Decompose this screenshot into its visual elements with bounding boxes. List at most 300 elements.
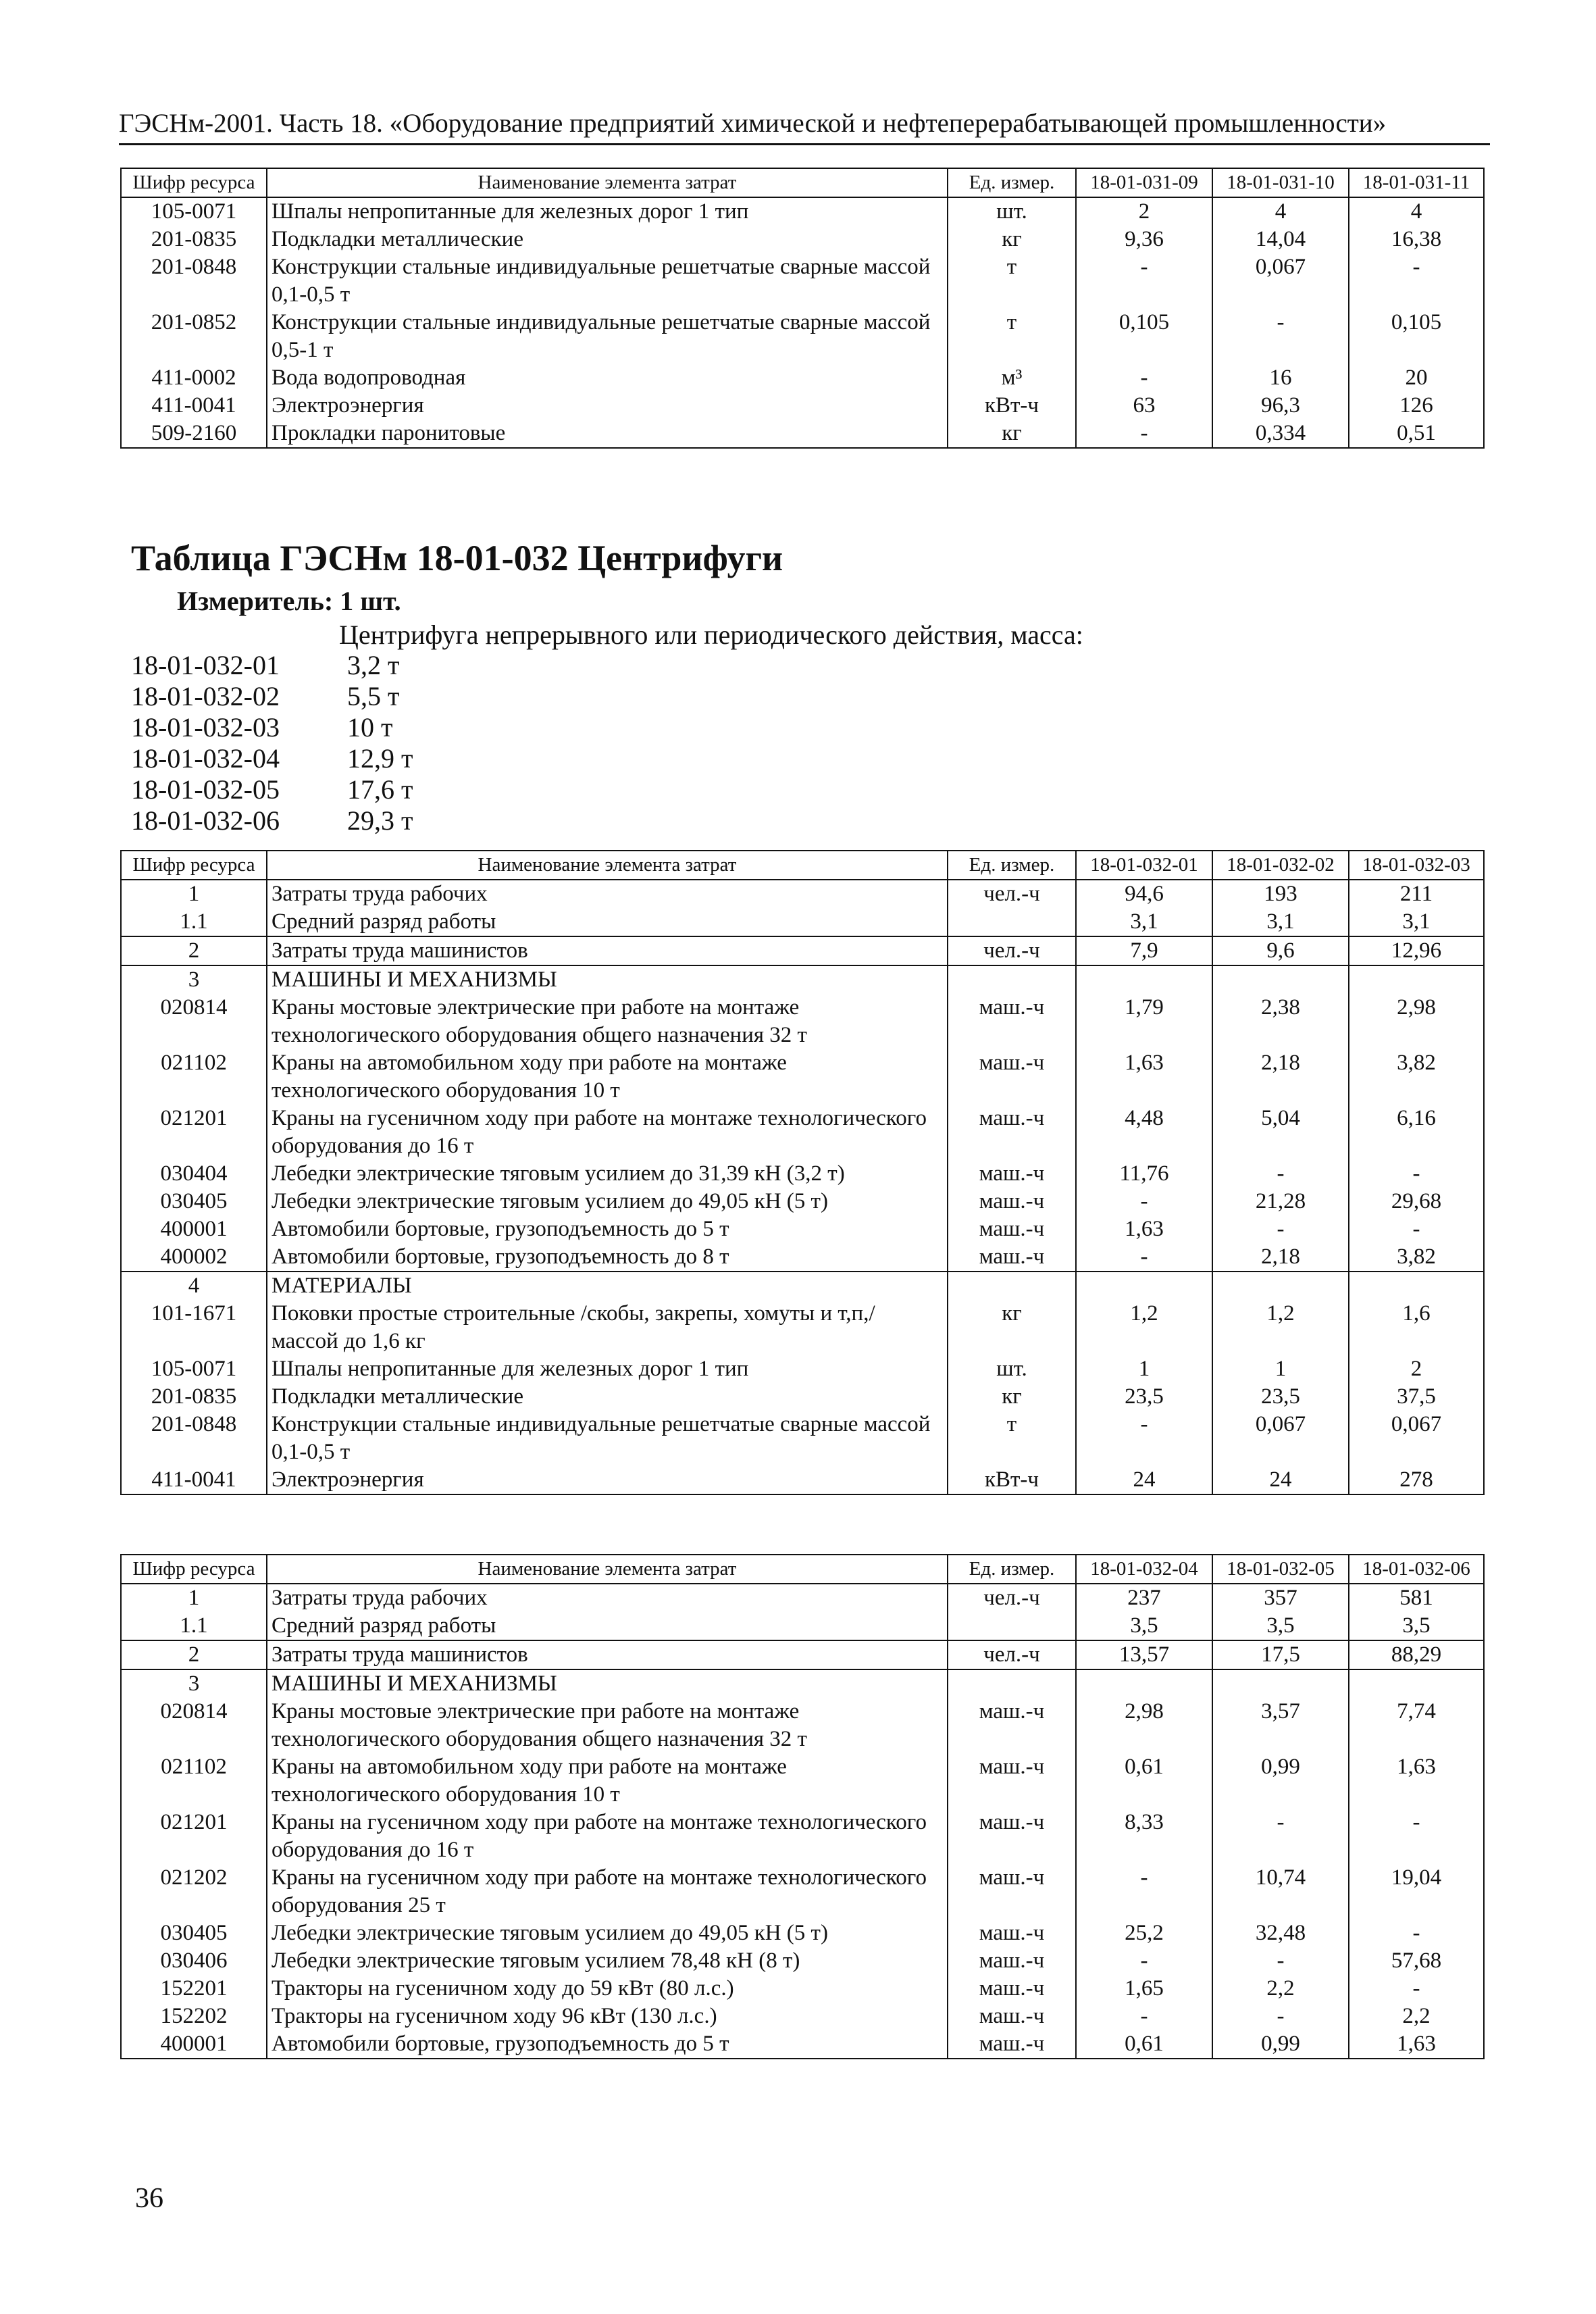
resource-value: 1 xyxy=(1212,1355,1349,1383)
resource-name: Подкладки металлические xyxy=(267,1383,948,1411)
resource-unit: маш.-ч xyxy=(948,1215,1076,1243)
table-row xyxy=(121,2003,1484,2030)
resource-code: 411-0041 xyxy=(121,392,267,420)
header-row xyxy=(121,851,1484,880)
table-row xyxy=(121,226,1484,253)
table-row xyxy=(121,1640,1484,1669)
resource-value xyxy=(1212,1669,1349,1698)
column-header-norm-code: 18-01-032-02 xyxy=(1212,851,1349,880)
variant-mass: 3,2 т xyxy=(347,650,400,680)
resource-code: 201-0835 xyxy=(121,226,267,253)
table-row xyxy=(121,1049,1484,1105)
resource-table-032-part2 xyxy=(120,1554,1485,2059)
resource-value: - xyxy=(1349,1160,1484,1188)
resource-unit: маш.-ч xyxy=(948,1947,1076,1975)
resource-code: 020814 xyxy=(121,1698,267,1753)
resource-value: 581 xyxy=(1349,1584,1484,1612)
resource-code: 030405 xyxy=(121,1188,267,1215)
resource-value: 193 xyxy=(1212,880,1349,908)
resource-name: Краны на гусеничном ходу при работе на монтаже технологического оборудования 25 т xyxy=(267,1864,948,1919)
table-row xyxy=(121,965,1484,994)
resource-unit: чел.-ч xyxy=(948,936,1076,965)
variant-code: 18-01-032-02 xyxy=(131,681,280,711)
resource-name: Краны на автомобильном ходу при работе на монтаже технологического оборудования 10 т xyxy=(267,1753,948,1809)
column-header-name: Наименование элемента затрат xyxy=(267,168,948,197)
resource-unit: м³ xyxy=(948,364,1076,392)
resource-value: 0,105 xyxy=(1349,309,1484,364)
resource-value: 3,82 xyxy=(1349,1243,1484,1272)
resource-name: Краны на гусеничном ходу при работе на монтаже технологического оборудования до 16 т xyxy=(267,1809,948,1864)
resource-value: 20 xyxy=(1349,364,1484,392)
resource-value: 4,48 xyxy=(1076,1105,1212,1160)
resource-value: 96,3 xyxy=(1212,392,1349,420)
resource-code: 021102 xyxy=(121,1049,267,1105)
resource-value: 0,067 xyxy=(1212,253,1349,309)
table-row xyxy=(121,1864,1484,1919)
resource-value: 1,2 xyxy=(1076,1300,1212,1355)
resource-name: Автомобили бортовые, грузоподъемность до 5 т xyxy=(267,1215,948,1243)
resource-code: 201-0848 xyxy=(121,1411,267,1466)
resource-code: 3 xyxy=(121,1669,267,1698)
resource-value: - xyxy=(1349,1215,1484,1243)
resource-value: 88,29 xyxy=(1349,1640,1484,1669)
resource-table-031 xyxy=(120,168,1485,449)
resource-value: 8,33 xyxy=(1076,1809,1212,1864)
resource-code: 030405 xyxy=(121,1919,267,1947)
resource-value xyxy=(1212,965,1349,994)
resource-value: 7,74 xyxy=(1349,1698,1484,1753)
resource-value: 3,57 xyxy=(1212,1698,1349,1753)
table-row xyxy=(121,1753,1484,1809)
resource-value: 57,68 xyxy=(1349,1947,1484,1975)
resource-unit: маш.-ч xyxy=(948,1049,1076,1105)
resource-value: 5,04 xyxy=(1212,1105,1349,1160)
resource-code: 4 xyxy=(121,1272,267,1300)
resource-name: МАШИНЫ И МЕХАНИЗМЫ xyxy=(267,1669,948,1698)
resource-name: Средний разряд работы xyxy=(267,908,948,936)
resource-unit: маш.-ч xyxy=(948,1188,1076,1215)
column-header-norm-code: 18-01-032-06 xyxy=(1349,1555,1484,1584)
resource-value: 2 xyxy=(1349,1355,1484,1383)
resource-value: 3,5 xyxy=(1349,1612,1484,1640)
page-header: ГЭСНм-2001. Часть 18. «Оборудование предприятий химической и нефтеперерабатывающей промышленности» xyxy=(119,109,1387,138)
variant-code: 18-01-032-04 xyxy=(131,743,280,774)
resource-name: Автомобили бортовые, грузоподъемность до 5 т xyxy=(267,2030,948,2059)
resource-value xyxy=(1076,1272,1212,1300)
table-row xyxy=(121,1383,1484,1411)
resource-value: 1,63 xyxy=(1076,1215,1212,1243)
resource-unit: маш.-ч xyxy=(948,1919,1076,1947)
resource-name: Тракторы на гусеничном ходу до 59 кВт (80 л.с.) xyxy=(267,1975,948,2003)
resource-value: 94,6 xyxy=(1076,880,1212,908)
resource-name: Электроэнергия xyxy=(267,1466,948,1494)
resource-unit: кг xyxy=(948,420,1076,448)
table-row xyxy=(121,1272,1484,1300)
resource-unit xyxy=(948,965,1076,994)
resource-unit: шт. xyxy=(948,197,1076,226)
resource-unit: шт. xyxy=(948,1355,1076,1383)
resource-code: 1.1 xyxy=(121,908,267,936)
column-header-unit: Ед. измер. xyxy=(948,168,1076,197)
variant-code: 18-01-032-05 xyxy=(131,774,280,805)
resource-name: Электроэнергия xyxy=(267,392,948,420)
resource-unit: маш.-ч xyxy=(948,994,1076,1049)
resource-unit: кВт-ч xyxy=(948,1466,1076,1494)
resource-unit: чел.-ч xyxy=(948,1640,1076,1669)
resource-value xyxy=(1349,1669,1484,1698)
table-row xyxy=(121,1669,1484,1698)
resource-unit: кг xyxy=(948,1383,1076,1411)
resource-unit: чел.-ч xyxy=(948,1584,1076,1612)
resource-code: 2 xyxy=(121,1640,267,1669)
resource-value: - xyxy=(1349,1975,1484,2003)
resource-unit: т xyxy=(948,1411,1076,1466)
column-header-norm-code: 18-01-032-04 xyxy=(1076,1555,1212,1584)
resource-value: 2,18 xyxy=(1212,1049,1349,1105)
resource-value: 0,99 xyxy=(1212,1753,1349,1809)
table-title: Таблица ГЭСНм 18-01-032 Центрифуги xyxy=(131,538,783,578)
resource-value: 2,2 xyxy=(1349,2003,1484,2030)
resource-code: 400001 xyxy=(121,1215,267,1243)
resource-unit xyxy=(948,1612,1076,1640)
resource-value: - xyxy=(1349,1809,1484,1864)
table-row xyxy=(121,1300,1484,1355)
resource-value: 3,1 xyxy=(1212,908,1349,936)
column-header-name: Наименование элемента затрат xyxy=(267,851,948,880)
table-row xyxy=(121,1698,1484,1753)
resource-value: 0,067 xyxy=(1349,1411,1484,1466)
resource-value: 2,98 xyxy=(1349,994,1484,1049)
resource-name: Поковки простые строительные /скобы, закрепы, хомуты и т,п,/ массой до 1,6 кг xyxy=(267,1300,948,1355)
resource-value: 1,6 xyxy=(1349,1300,1484,1355)
resource-value: 17,5 xyxy=(1212,1640,1349,1669)
resource-code: 201-0848 xyxy=(121,253,267,309)
resource-value: 1,79 xyxy=(1076,994,1212,1049)
column-header-norm-code: 18-01-031-09 xyxy=(1076,168,1212,197)
resource-name: Шпалы непропитанные для железных дорог 1 тип xyxy=(267,197,948,226)
resource-value: 1 xyxy=(1076,1355,1212,1383)
resource-value: - xyxy=(1076,364,1212,392)
resource-value: 3,1 xyxy=(1076,908,1212,936)
resource-value: 25,2 xyxy=(1076,1919,1212,1947)
table-row xyxy=(121,1466,1484,1494)
resource-name: Затраты труда рабочих xyxy=(267,1584,948,1612)
resource-value: 37,5 xyxy=(1349,1383,1484,1411)
resource-name: Краны мостовые электрические при работе на монтаже технологического оборудования общего назначения 32 т xyxy=(267,994,948,1049)
resource-code: 105-0071 xyxy=(121,1355,267,1383)
variant-mass: 29,3 т xyxy=(347,805,413,836)
resource-name: Конструкции стальные индивидуальные решетчатые сварные массой 0,5-1 т xyxy=(267,309,948,364)
resource-value: 1,63 xyxy=(1076,1049,1212,1105)
resource-value: 24 xyxy=(1212,1466,1349,1494)
column-header-code: Шифр ресурса xyxy=(121,851,267,880)
table-row xyxy=(121,197,1484,226)
resource-code: 021201 xyxy=(121,1809,267,1864)
resource-name: Затраты труда рабочих xyxy=(267,880,948,908)
resource-value xyxy=(1076,1669,1212,1698)
resource-value: 0,99 xyxy=(1212,2030,1349,2059)
resource-value: - xyxy=(1212,1160,1349,1188)
resource-value: 14,04 xyxy=(1212,226,1349,253)
resource-unit: маш.-ч xyxy=(948,1243,1076,1272)
resource-code: 152202 xyxy=(121,2003,267,2030)
column-header-norm-code: 18-01-032-03 xyxy=(1349,851,1484,880)
resource-value: 6,16 xyxy=(1349,1105,1484,1160)
resource-value: 2,98 xyxy=(1076,1698,1212,1753)
resource-value: - xyxy=(1212,2003,1349,2030)
variant-code: 18-01-032-06 xyxy=(131,805,280,836)
resource-code: 021201 xyxy=(121,1105,267,1160)
resource-value: 16,38 xyxy=(1349,226,1484,253)
resource-value: 19,04 xyxy=(1349,1864,1484,1919)
resource-value: 13,57 xyxy=(1076,1640,1212,1669)
resource-code: 030406 xyxy=(121,1947,267,1975)
resource-name: Затраты труда машинистов xyxy=(267,936,948,965)
resource-value: 1,63 xyxy=(1349,2030,1484,2059)
resource-unit: чел.-ч xyxy=(948,880,1076,908)
resource-value: 0,334 xyxy=(1212,420,1349,448)
resource-name: Затраты труда машинистов xyxy=(267,1640,948,1669)
resource-value: 1,2 xyxy=(1212,1300,1349,1355)
column-header-norm-code: 18-01-031-10 xyxy=(1212,168,1349,197)
table-row xyxy=(121,1975,1484,2003)
resource-value: - xyxy=(1076,1411,1212,1466)
resource-value: 9,6 xyxy=(1212,936,1349,965)
table-row xyxy=(121,1188,1484,1215)
resource-unit: кг xyxy=(948,226,1076,253)
resource-unit: кг xyxy=(948,1300,1076,1355)
resource-unit: маш.-ч xyxy=(948,1105,1076,1160)
table-row xyxy=(121,1355,1484,1383)
resource-unit xyxy=(948,908,1076,936)
resource-name: Лебедки электрические тяговым усилием до 49,05 кН (5 т) xyxy=(267,1919,948,1947)
resource-name: МАТЕРИАЛЫ xyxy=(267,1272,948,1300)
resource-code: 509-2160 xyxy=(121,420,267,448)
resource-value: - xyxy=(1212,1809,1349,1864)
resource-value: 126 xyxy=(1349,392,1484,420)
resource-unit: т xyxy=(948,253,1076,309)
resource-code: 1 xyxy=(121,880,267,908)
resource-value: - xyxy=(1076,1864,1212,1919)
resource-value: 10,74 xyxy=(1212,1864,1349,1919)
variant-mass: 12,9 т xyxy=(347,743,413,774)
table-row xyxy=(121,908,1484,936)
resource-value: 12,96 xyxy=(1349,936,1484,965)
resource-value: 2,18 xyxy=(1212,1243,1349,1272)
table-row xyxy=(121,936,1484,965)
resource-unit: маш.-ч xyxy=(948,2030,1076,2059)
resource-code: 3 xyxy=(121,965,267,994)
column-header-code: Шифр ресурса xyxy=(121,1555,267,1584)
resource-value: 21,28 xyxy=(1212,1188,1349,1215)
measure-line: Измеритель: 1 шт. xyxy=(177,586,401,616)
resource-value: - xyxy=(1076,1947,1212,1975)
resource-value: 0,61 xyxy=(1076,2030,1212,2059)
table-row xyxy=(121,364,1484,392)
resource-value: - xyxy=(1349,1919,1484,1947)
resource-value: 9,36 xyxy=(1076,226,1212,253)
table-row xyxy=(121,309,1484,364)
table-row xyxy=(121,1243,1484,1272)
resource-value: - xyxy=(1212,1215,1349,1243)
variant-mass: 17,6 т xyxy=(347,774,413,805)
table-row xyxy=(121,1105,1484,1160)
resource-code: 400002 xyxy=(121,1243,267,1272)
table-row xyxy=(121,1160,1484,1188)
resource-value: 1,63 xyxy=(1349,1753,1484,1809)
resource-value xyxy=(1076,965,1212,994)
resource-name: Лебедки электрические тяговым усилием 78,48 кН (8 т) xyxy=(267,1947,948,1975)
resource-value: 0,61 xyxy=(1076,1753,1212,1809)
resource-value: 0,51 xyxy=(1349,420,1484,448)
resource-value: 357 xyxy=(1212,1584,1349,1612)
resource-code: 152201 xyxy=(121,1975,267,2003)
resource-unit: маш.-ч xyxy=(948,2003,1076,2030)
resource-unit: маш.-ч xyxy=(948,1160,1076,1188)
resource-code: 201-0835 xyxy=(121,1383,267,1411)
table-row xyxy=(121,1584,1484,1612)
resource-name: Шпалы непропитанные для железных дорог 1 тип xyxy=(267,1355,948,1383)
resource-value xyxy=(1349,965,1484,994)
table-row xyxy=(121,392,1484,420)
resource-unit: маш.-ч xyxy=(948,1864,1076,1919)
resource-code: 020814 xyxy=(121,994,267,1049)
resource-value xyxy=(1349,1272,1484,1300)
resource-value: 23,5 xyxy=(1076,1383,1212,1411)
variant-code: 18-01-032-03 xyxy=(131,712,280,743)
variant-mass: 10 т xyxy=(347,712,393,743)
resource-value: 3,1 xyxy=(1349,908,1484,936)
table-row xyxy=(121,880,1484,908)
column-header-norm-code: 18-01-032-05 xyxy=(1212,1555,1349,1584)
resource-name: Тракторы на гусеничном ходу 96 кВт (130 л.с.) xyxy=(267,2003,948,2030)
resource-value: 1,65 xyxy=(1076,1975,1212,2003)
resource-value: 278 xyxy=(1349,1466,1484,1494)
resource-code: 1 xyxy=(121,1584,267,1612)
variant-code: 18-01-032-01 xyxy=(131,650,280,680)
resource-unit: маш.-ч xyxy=(948,1698,1076,1753)
table-row xyxy=(121,420,1484,448)
table-row xyxy=(121,2030,1484,2059)
resource-value: 24 xyxy=(1076,1466,1212,1494)
resource-code: 411-0041 xyxy=(121,1466,267,1494)
column-header-name: Наименование элемента затрат xyxy=(267,1555,948,1584)
resource-value xyxy=(1212,1272,1349,1300)
table-row xyxy=(121,1215,1484,1243)
resource-code: 2 xyxy=(121,936,267,965)
resource-name: Автомобили бортовые, грузоподъемность до 8 т xyxy=(267,1243,948,1272)
resource-name: Краны на автомобильном ходу при работе на монтаже технологического оборудования 10 т xyxy=(267,1049,948,1105)
resource-value: 3,5 xyxy=(1076,1612,1212,1640)
column-header-unit: Ед. измер. xyxy=(948,1555,1076,1584)
table-row xyxy=(121,1809,1484,1864)
resource-value: - xyxy=(1076,420,1212,448)
table-row xyxy=(121,1411,1484,1466)
resource-value: 0,067 xyxy=(1212,1411,1349,1466)
resource-name: Конструкции стальные индивидуальные решетчатые сварные массой 0,1-0,5 т xyxy=(267,1411,948,1466)
resource-value: 63 xyxy=(1076,392,1212,420)
table-row xyxy=(121,994,1484,1049)
resource-table-032-part1 xyxy=(120,850,1485,1495)
resource-code: 201-0852 xyxy=(121,309,267,364)
resource-unit: маш.-ч xyxy=(948,1975,1076,2003)
resource-value: - xyxy=(1076,1188,1212,1215)
resource-name: Конструкции стальные индивидуальные решетчатые сварные массой 0,1-0,5 т xyxy=(267,253,948,309)
resource-value: - xyxy=(1076,253,1212,309)
resource-name: Подкладки металлические xyxy=(267,226,948,253)
resource-value: 11,76 xyxy=(1076,1160,1212,1188)
resource-code: 105-0071 xyxy=(121,197,267,226)
resource-unit xyxy=(948,1669,1076,1698)
resource-name: Прокладки паронитовые xyxy=(267,420,948,448)
resource-value: 2,38 xyxy=(1212,994,1349,1049)
resource-code: 021102 xyxy=(121,1753,267,1809)
resource-name: Краны на гусеничном ходу при работе на монтаже технологического оборудования до 16 т xyxy=(267,1105,948,1160)
resource-value: 211 xyxy=(1349,880,1484,908)
resource-unit: кВт-ч xyxy=(948,392,1076,420)
resource-unit: маш.-ч xyxy=(948,1753,1076,1809)
resource-name: Лебедки электрические тяговым усилием до 31,39 кН (3,2 т) xyxy=(267,1160,948,1188)
header-rule xyxy=(119,143,1490,145)
resource-code: 101-1671 xyxy=(121,1300,267,1355)
resource-code: 030404 xyxy=(121,1160,267,1188)
column-header-code: Шифр ресурса xyxy=(121,168,267,197)
resource-code: 400001 xyxy=(121,2030,267,2059)
resource-value: - xyxy=(1212,309,1349,364)
resource-value: 3,82 xyxy=(1349,1049,1484,1105)
resource-value: - xyxy=(1349,253,1484,309)
resource-value: 16 xyxy=(1212,364,1349,392)
resource-name: Краны мостовые электрические при работе на монтаже технологического оборудования общего назначения 32 т xyxy=(267,1698,948,1753)
resource-name: Вода водопроводная xyxy=(267,364,948,392)
resource-value: 2 xyxy=(1076,197,1212,226)
column-header-unit: Ед. измер. xyxy=(948,851,1076,880)
description-line: Центрифуга непрерывного или периодического действия, масса: xyxy=(339,620,1083,650)
column-header-norm-code: 18-01-032-01 xyxy=(1076,851,1212,880)
table-row xyxy=(121,1947,1484,1975)
resource-value: 237 xyxy=(1076,1584,1212,1612)
variant-mass: 5,5 т xyxy=(347,681,400,711)
resource-value: 23,5 xyxy=(1212,1383,1349,1411)
resource-unit: т xyxy=(948,309,1076,364)
resource-name: Средний разряд работы xyxy=(267,1612,948,1640)
resource-value: 3,5 xyxy=(1212,1612,1349,1640)
resource-value: 7,9 xyxy=(1076,936,1212,965)
resource-unit: маш.-ч xyxy=(948,1809,1076,1864)
resource-value: - xyxy=(1076,2003,1212,2030)
resource-code: 411-0002 xyxy=(121,364,267,392)
resource-value: 32,48 xyxy=(1212,1919,1349,1947)
header-row xyxy=(121,1555,1484,1584)
resource-name: Лебедки электрические тяговым усилием до 49,05 кН (5 т) xyxy=(267,1188,948,1215)
resource-value: 0,105 xyxy=(1076,309,1212,364)
resource-value: 4 xyxy=(1212,197,1349,226)
table-row xyxy=(121,1919,1484,1947)
resource-value: - xyxy=(1212,1947,1349,1975)
resource-code: 1.1 xyxy=(121,1612,267,1640)
column-header-norm-code: 18-01-031-11 xyxy=(1349,168,1484,197)
resource-value: - xyxy=(1076,1243,1212,1272)
table-row xyxy=(121,1612,1484,1640)
resource-value: 29,68 xyxy=(1349,1188,1484,1215)
resource-value: 4 xyxy=(1349,197,1484,226)
resource-value: 2,2 xyxy=(1212,1975,1349,2003)
resource-unit xyxy=(948,1272,1076,1300)
header-row xyxy=(121,168,1484,197)
page-number: 36 xyxy=(135,2183,163,2214)
resource-name: МАШИНЫ И МЕХАНИЗМЫ xyxy=(267,965,948,994)
table-row xyxy=(121,253,1484,309)
